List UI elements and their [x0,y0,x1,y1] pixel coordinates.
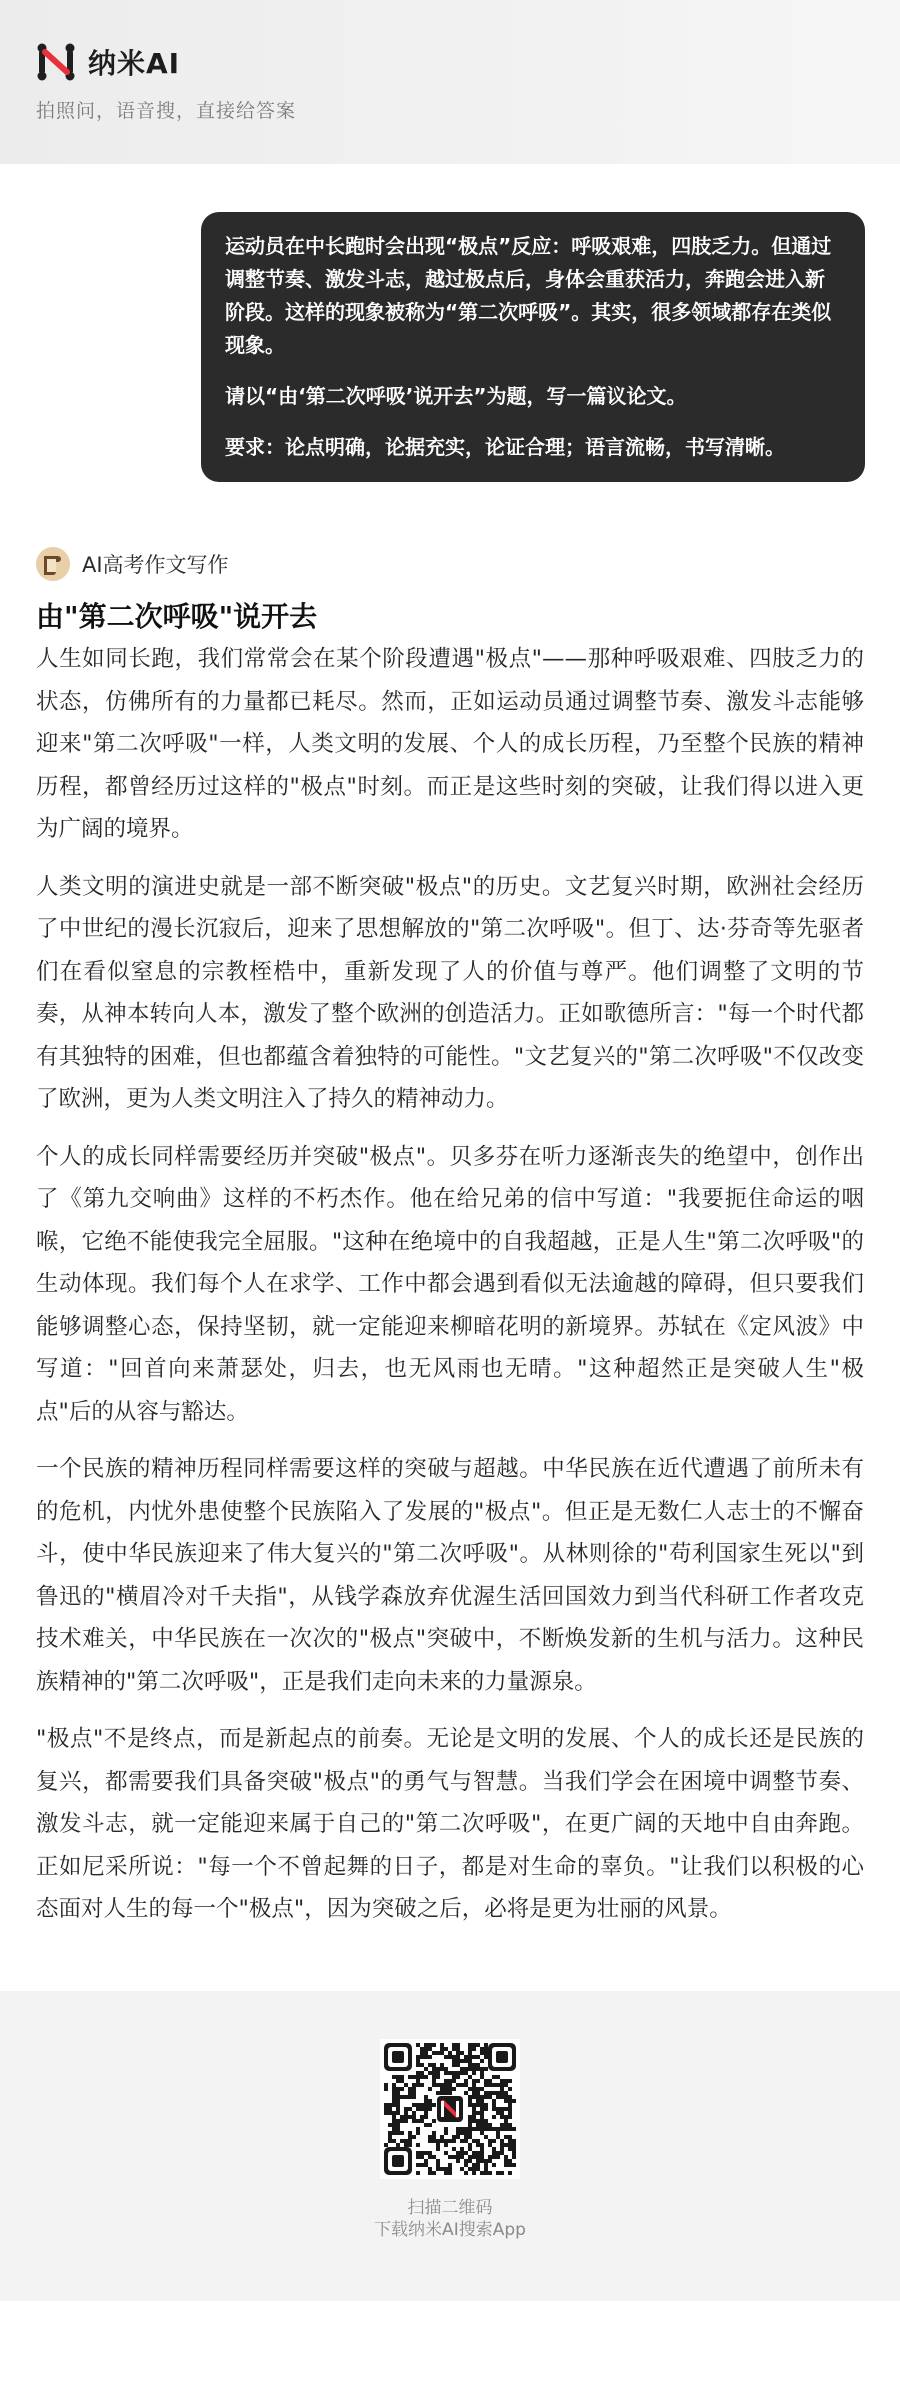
download-footer [0,1991,900,2301]
scan-qr-text: 扫描二维码 [407,2197,493,2218]
app-header [0,0,900,164]
essay-paragraph: 个人的成长同样需要经历并突破"极点"。贝多芬在听力逐渐丧失的绝望中，创作出了《第九交响曲》这样的不朽杰作。他在给兄弟的信中写道："我要扼住命运的咽喉，它绝不能使我完全屈服。"这种在绝境中的自我超越，正是人生"第二次呼吸"的生动体现。我们每个人在求学、工作中都会遇到看似无法逾越的障碍，但只要我们能够调整心态，保持坚韧，就一定能迎来柳暗花明的新境界。苏轼在《定风波》中写道："回首向来萧瑟处，归去，也无风雨也无晴。"这种超然正是突破人生"极点"后的从容与豁达。 [36,1143,864,1425]
essay-title: 由"第二次呼吸"说开去 [36,600,318,633]
tagline: 拍照问，语音搜，直接给答案 [36,100,297,122]
brand [36,40,864,84]
writing-agent-avatar-icon [36,547,70,581]
essay-paragraph: 人生如同长跑，我们常常会在某个阶段遭遇"极点"——那种呼吸艰难、四肢乏力的状态，仿佛所有的力量都已耗尽。然而，正如运动员通过调整节奏、激发斗志能够迎来"第二次呼吸"一样，人类文明的发展、个人的成长历程，乃至整个民族的精神历程，都曾经历过这样的"极点"时刻。而正是这些时刻的突破，让我们得以进入更为广阔的境界。 [36,646,864,842]
user-prompt-bubble [201,212,865,482]
chat-area [0,164,900,482]
answer-area [0,482,900,1931]
answer-source [36,546,864,582]
essay-paragraph: "极点"不是终点，而是新起点的前奏。无论是文明的发展、个人的成长还是民族的复兴，都需要我们具备突破"极点"的勇气与智慧。当我们学会在困境中调整节奏、激发斗志，就一定能迎来属于自己的"第二次呼吸"，在更广阔的天地中自由奔跑。正如尼采所说："每一个不曾起舞的日子，都是对生命的辜负。"让我们以积极的心态面对人生的每一个"极点"，因为突破之后，必将是更为壮丽的风景。 [36,1726,864,1922]
qr-code-icon[interactable] [380,2039,520,2179]
answer-source-label: AI高考作文写作 [82,553,229,577]
prompt-paragraph: 运动员在中长跑时会出现“极点”反应：呼吸艰难，四肢乏力。但通过调整节奏、激发斗志，越过极点后，身体会重获活力，奔跑会进入新阶段。这样的现象被称为“第二次呼吸”。其实，很多领域都存在类似现象。 [225,234,832,357]
essay-paragraph: 人类文明的演进史就是一部不断突破"极点"的历史。文艺复兴时期，欧洲社会经历了中世纪的漫长沉寂后，迎来了思想解放的"第二次呼吸"。但丁、达·芬奇等先驱者们在看似窒息的宗教桎梏中，重新发现了人的价值与尊严。他们调整了文明的节奏，从神本转向人本，激发了整个欧洲的创造活力。正如歌德所言："每一个时代都有其独特的困难，但也都蕴含着独特的可能性。"文艺复兴的"第二次呼吸"不仅改变了欧洲，更为人类文明注入了持久的精神动力。 [36,873,864,1112]
essay-paragraph: 一个民族的精神历程同样需要这样的突破与超越。中华民族在近代遭遇了前所未有的危机，内忧外患使整个民族陷入了发展的"极点"。但正是无数仁人志士的不懈奋斗，使中华民族迎来了伟大复兴的"第二次呼吸"。从林则徐的"苟利国家生死以"到鲁迅的"横眉冷对千夫指"，从钱学森放弃优渥生活回国效力到当代科研工作者攻克技术难关，中华民族在一次次的"极点"突破中，不断焕发新的生机与活力。这种民族精神的"第二次呼吸"，正是我们走向未来的力量源泉。 [36,1456,864,1695]
prompt-paragraph: 请以“由‘第二次呼吸’说开去”为题，写一篇议论文。 [225,384,687,408]
download-app-text: 下载纳米AI搜索App [374,2219,526,2240]
prompt-paragraph: 要求：论点明确，论据充实，论证合理；语言流畅，书写清晰。 [225,435,785,459]
brand-name: 纳米AI [88,47,181,80]
nami-logo-icon [36,42,76,82]
